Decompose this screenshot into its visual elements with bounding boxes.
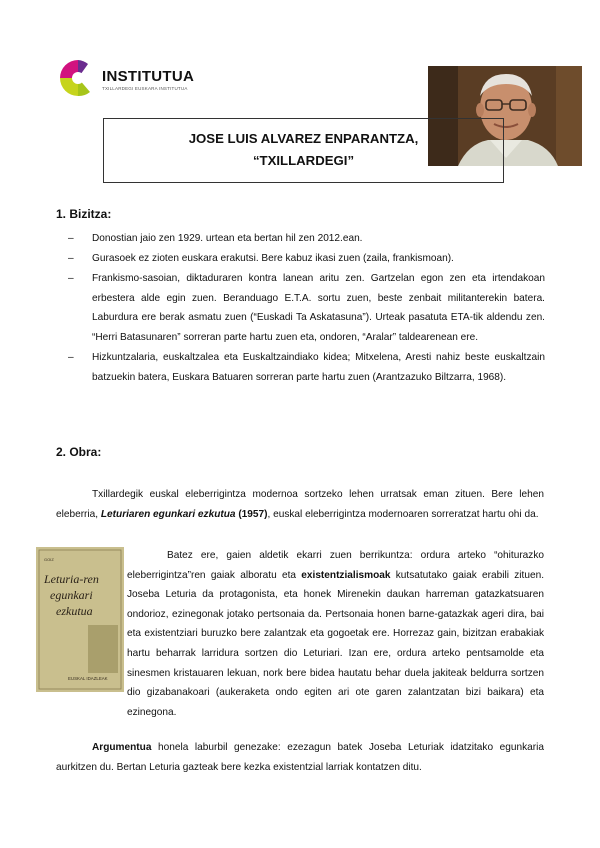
argument-term: Argumentua bbox=[92, 742, 152, 753]
dash-bullet: – bbox=[68, 273, 74, 285]
section-heading-bizitza: 1. Bizitza: bbox=[56, 207, 112, 221]
logo-name: INSTITUTUA bbox=[102, 68, 195, 85]
title-nickname: “TXILLARDEGI” bbox=[252, 153, 355, 168]
institute-logo bbox=[58, 58, 208, 102]
section-heading-obra: 2. Obra: bbox=[56, 445, 102, 459]
title-box bbox=[103, 118, 504, 183]
list-item: – Hizkuntzalaria, euskaltzalea eta Euskaltzaindiako kidea; Mitxelena, Aresti nahiz beste euskaltzain batzuekin batera, Euskara Batuaren sorreran parte hartu zuen (Arantzazuko Biltzarra, 1968). bbox=[68, 348, 545, 387]
obra-paragraph-3: Argumentua honela laburbil genezake: ezezagun batek Joseba Leturiak idatzitako egunkaria aurkitzen du. Bertan Leturia gazteak bere kezka existentzial larriak kontatzen ditu. bbox=[56, 742, 544, 773]
book-title: Leturiaren egunkari ezkutua bbox=[100, 508, 236, 520]
dash-bullet: – bbox=[68, 233, 74, 244]
svg-text:ezkutua: ezkutua bbox=[56, 604, 93, 618]
book-cover-image bbox=[36, 547, 124, 692]
dash-bullet: – bbox=[68, 253, 74, 265]
list-item: – Donostian jaio zen 1929. urtean eta bertan hil zen 2012.ean. bbox=[68, 229, 545, 249]
obra-paragraph-2: Batez ere, gaien aldetik ekarri zuen berrikuntza: ordura arteko “ohiturazko eleberrigintza”ren gaiak alboratu eta existentzialismoak kutsatutako gaiak erabili zituen. Joseba Leturia da protagonista, eta honek Mirenekin daukan harreman gatazkatsuaren ondorioz, ezinegonak jotako pertsonaia da. Pertsonaia honen barne-gatazkak ageri dira, bai eta existentziari buruzko bere zalantzak eta gogoetak ere. Horrezaz gain, bizitzan erabakiak hartu beharrak larridura sortzen dio Leturiari. Izan ere, ordura arteko pentsamolde eta sinesmen kristauaren lekuan, nork bere bidea hautatu behar duela jakiteak beldurra sortzen dio gizabanakoari (aukeraketa ondo egiten ari ote garen zalantzatan bizi baikara) eta ezinegona. bbox=[127, 550, 544, 718]
book-year: (1957) bbox=[235, 508, 268, 520]
list-item: – Gurasoek ez zioten euskara erakutsi. Bere kabuz ikasi zuen (zaila, frankismoan). bbox=[68, 249, 545, 269]
existentialism-term: existentzialismoak bbox=[301, 569, 391, 581]
list-item: – Frankismo-sasoian, diktaduraren kontra lanean aritu zen. Gartzelan egon zen eta irtendakoan erbestera alde egin zuen. Beranduago E.T.A. sortu zuen, beste zenbait militanterekin batera. Laburdura ere berak asmatu zuen (“Euskadi Ta Askatasuna”). Urteak pasatuta ETA-tik aldendu zen. “Herri Batasunaren” sorreran parte hartu zuen eta, ondoren, “Aralar” taldearenean ere. bbox=[68, 269, 545, 347]
svg-text:EUSKAL IDAZLEAK: EUSKAL IDAZLEAK bbox=[68, 676, 108, 681]
bizitza-list bbox=[68, 229, 545, 388]
svg-text:GOIZ: GOIZ bbox=[44, 557, 54, 562]
svg-text:egunkari: egunkari bbox=[50, 588, 93, 602]
logo-subtitle: TXILLARDEGI EUSKARA INSTITUTUA bbox=[102, 86, 188, 91]
obra-paragraph-1: Txillardegik euskal eleberrigintza modernoa sortzeko lehen urratsak eman zituen. Bere lehen eleberria, Leturiaren egunkari ezkutua (1957), euskal eleberrigintza modernoaren sorreratzat hartu ohi da. bbox=[56, 489, 544, 520]
dash-bullet: – bbox=[68, 352, 74, 364]
logo-mark-icon bbox=[58, 58, 98, 98]
title-name: JOSE LUIS ALVAREZ ENPARANTZA, bbox=[188, 131, 419, 146]
svg-text:Leturia-ren: Leturia-ren bbox=[44, 572, 99, 586]
